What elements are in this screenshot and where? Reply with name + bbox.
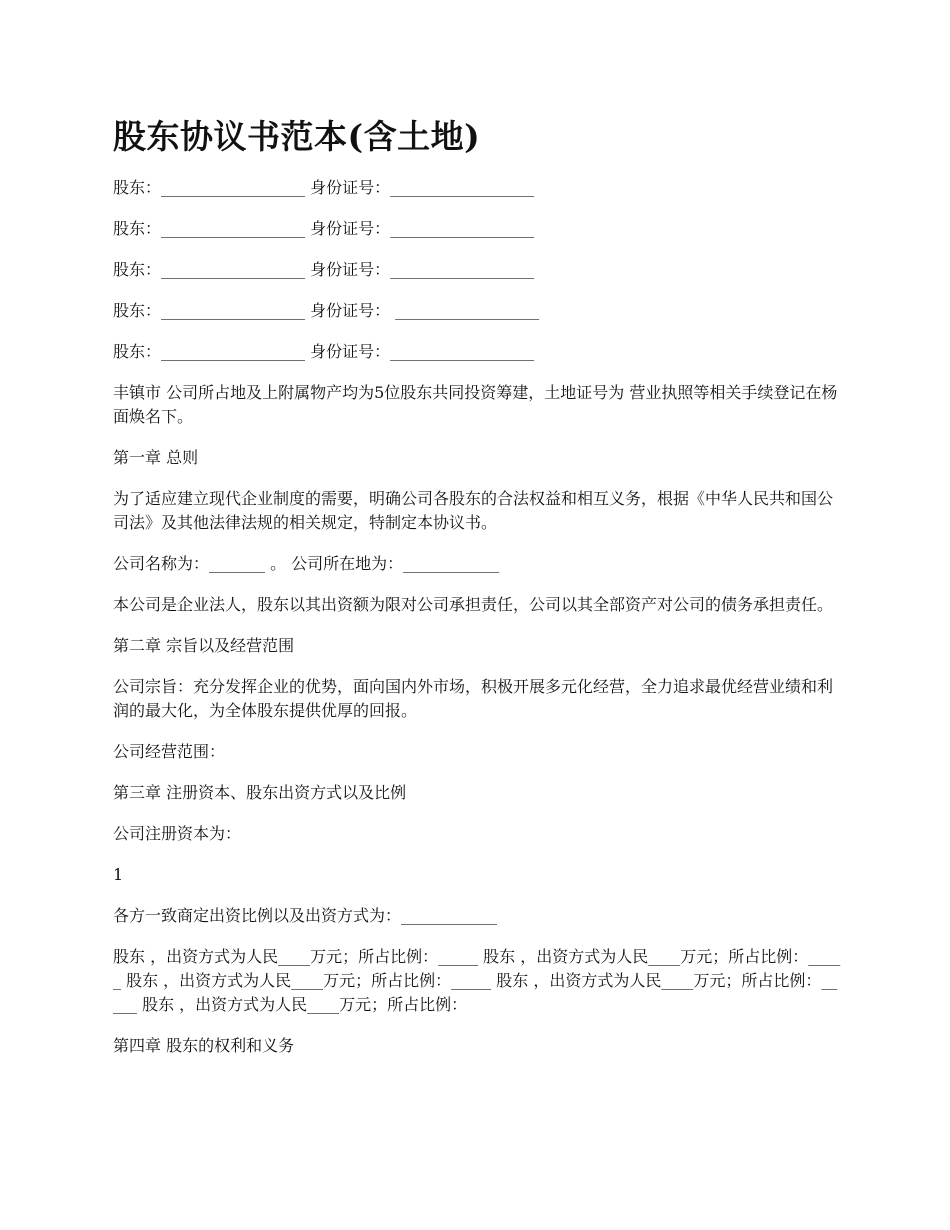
document-title: 股东协议书范本(含土地) <box>113 117 481 156</box>
shareholder-line-2: 股东：__________________ 身份证号：__________________ <box>113 219 535 238</box>
intro-paragraph: 丰镇市 公司所占地及上附属物产均为5位股东共同投资筹建，土地证号为 营业执照等相关手续登记在杨面焕名下。 <box>113 383 838 426</box>
chapter-1-paragraph-3: 本公司是企业法人，股东以其出资额为限对公司承担责任，公司以其全部资产对公司的债务承担责任。 <box>113 595 834 614</box>
chapter-3-paragraph-4: 股东 ，出资方式为人民____万元；所占比例：_____ 股东 ，出资方式为人民____万元；所占比例：_____ 股东 ，出资方式为人民____万元；所占比例：_____ 股东 ，出资方式为人民____万元；所占比例：_____ 股东 ，出资方式为人民____万元；所占比例： <box>113 947 841 1014</box>
shareholder-line-4: 股东：__________________ 身份证号： __________________ <box>113 301 540 320</box>
chapter-3-heading: 第三章 注册资本、股东出资方式以及比例 <box>113 783 407 802</box>
chapter-3-paragraph-1: 公司注册资本为： <box>113 824 242 843</box>
chapter-1-paragraph-2: 公司名称为：_______ 。 公司所在地为：____________ <box>113 554 500 573</box>
chapter-1-heading: 第一章 总则 <box>113 448 199 467</box>
chapter-3-paragraph-3: 各方一致商定出资比例以及出资方式为：____________ <box>113 906 498 925</box>
chapter-2-heading: 第二章 宗旨以及经营范围 <box>113 636 295 655</box>
chapter-3-paragraph-2: 1 <box>113 865 124 884</box>
chapter-1-paragraph-1: 为了适应建立现代企业制度的需要，明确公司各股东的合法权益和相互义务，根据《中华人民共和国公司法》及其他法律法规的相关规定，特制定本协议书。 <box>113 489 834 532</box>
shareholder-line-5: 股东：__________________ 身份证号：__________________ <box>113 342 535 361</box>
shareholder-line-1: 股东：__________________ 身份证号：__________________ <box>113 178 535 197</box>
chapter-4-heading: 第四章 股东的权利和义务 <box>113 1036 295 1055</box>
shareholder-line-3: 股东：__________________ 身份证号：__________________ <box>113 260 535 279</box>
document-page <box>113 112 843 1075</box>
chapter-2-paragraph-2: 公司经营范围： <box>113 742 226 761</box>
chapter-2-paragraph-1: 公司宗旨：充分发挥企业的优势，面向国内外市场，积极开展多元化经营，全力追求最优经营业绩和利润的最大化，为全体股东提供优厚的回报。 <box>113 677 834 720</box>
